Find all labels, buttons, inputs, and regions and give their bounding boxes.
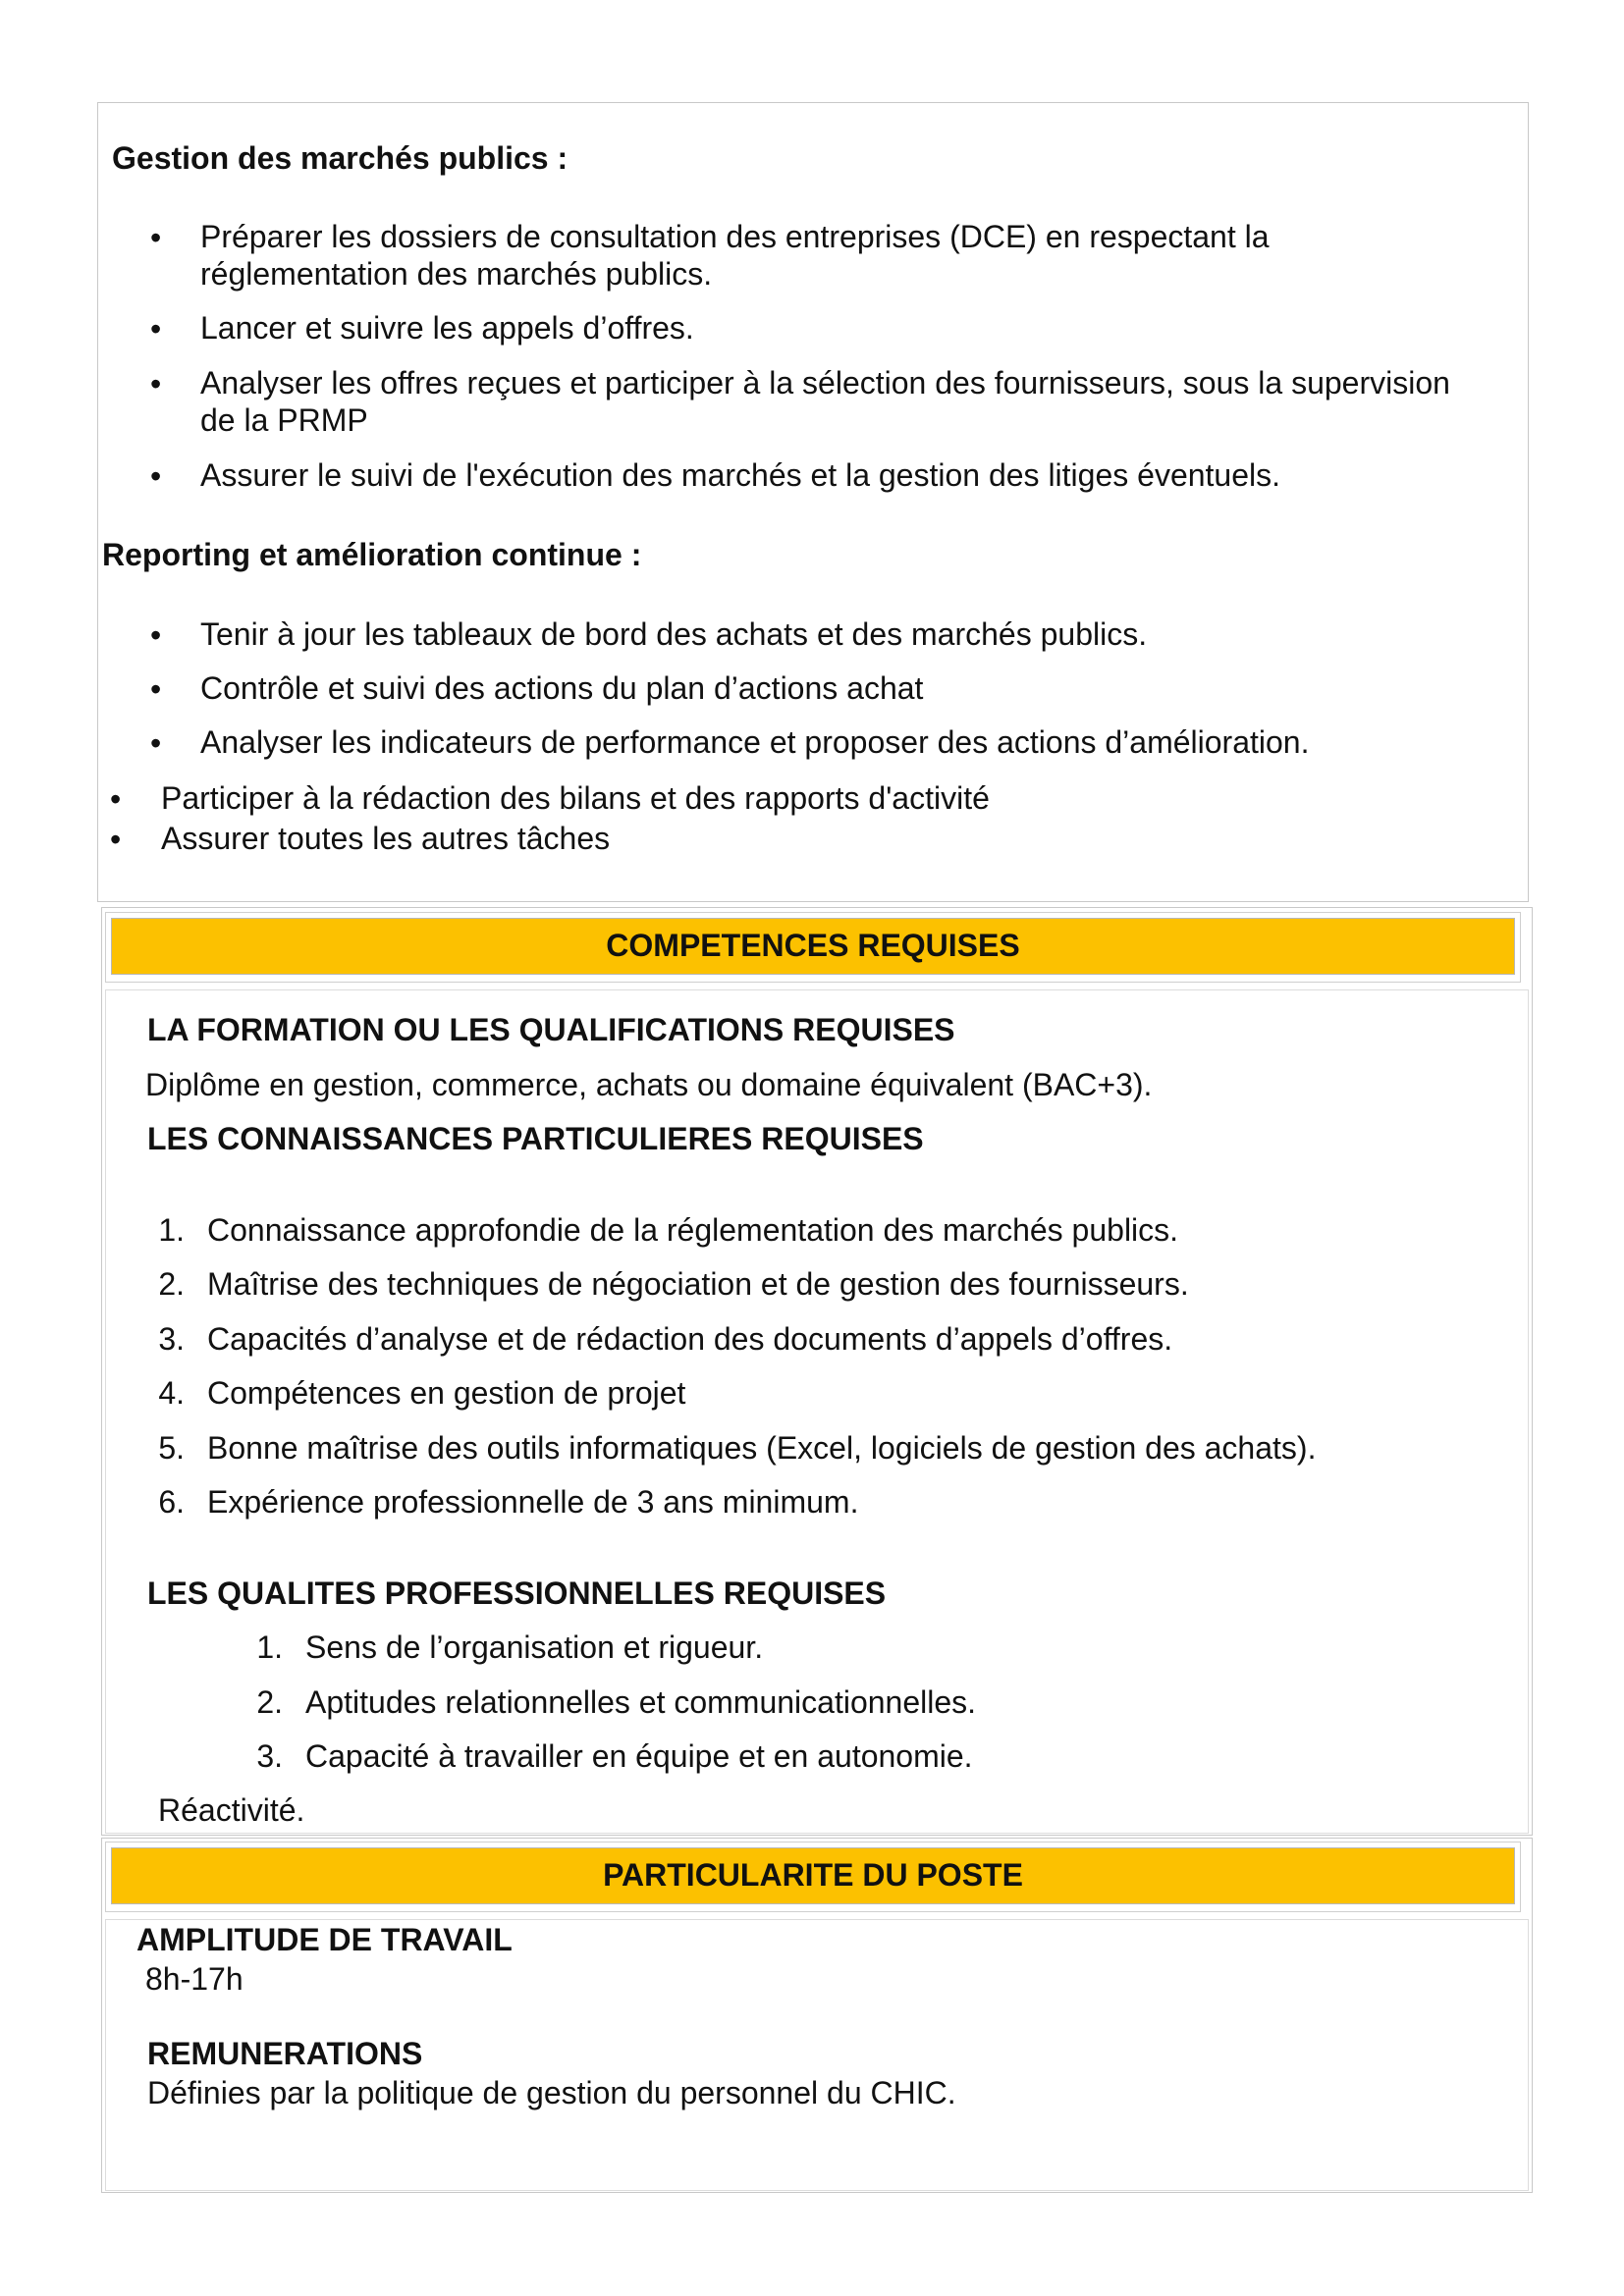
list-number: 3.	[256, 1738, 283, 1774]
list-item: Capacités d’analyse et de rédaction des documents d’appels d’offres.	[207, 1321, 1173, 1357]
list-number: 2.	[158, 1266, 185, 1302]
list-item-continuation: de la PRMP	[200, 402, 368, 438]
qualites-heading: LES QUALITES PROFESSIONNELLES REQUISES	[147, 1575, 887, 1611]
list-item: Bonne maîtrise des outils informatiques (Excel, logiciels de gestion des achats).	[207, 1430, 1317, 1466]
competences-band: COMPETENCES REQUISES	[111, 918, 1515, 975]
list-item: Assurer le suivi de l'exécution des marchés et la gestion des litiges éventuels.	[200, 457, 1281, 493]
list-item: Connaissance approfondie de la réglementation des marchés publics.	[207, 1212, 1179, 1248]
bullet-icon: •	[150, 725, 162, 761]
bullet-icon: •	[110, 781, 122, 817]
reactivite-text: Réactivité.	[158, 1792, 305, 1828]
connaissances-heading: LES CONNAISSANCES PARTICULIERES REQUISES	[147, 1121, 924, 1156]
list-item: Lancer et suivre les appels d’offres.	[200, 310, 694, 346]
bullet-icon: •	[150, 458, 162, 494]
list-number: 5.	[158, 1430, 185, 1466]
list-item: Analyser les offres reçues et participer à la sélection des fournisseurs, sous la supervision	[200, 365, 1450, 400]
formation-text: Diplôme en gestion, commerce, achats ou domaine équivalent (BAC+3).	[145, 1067, 1153, 1102]
list-item: Aptitudes relationnelles et communicationnelles.	[305, 1684, 977, 1720]
remunerations-heading: REMUNERATIONS	[147, 2036, 423, 2071]
bullet-icon: •	[110, 822, 122, 857]
list-item: Capacité à travailler en équipe et en autonomie.	[305, 1738, 973, 1774]
list-item: Assurer toutes les autres tâches	[161, 821, 611, 856]
list-item: Sens de l’organisation et rigueur.	[305, 1629, 764, 1665]
list-item: Compétences en gestion de projet	[207, 1375, 686, 1411]
list-number: 4.	[158, 1375, 185, 1411]
list-item: Contrôle et suivi des actions du plan d’actions achat	[200, 670, 924, 706]
bullet-icon: •	[150, 220, 162, 255]
bullet-icon: •	[150, 617, 162, 653]
list-item: Tenir à jour les tableaux de bord des achats et des marchés publics.	[200, 616, 1148, 652]
bullet-icon: •	[150, 671, 162, 707]
amplitude-value: 8h-17h	[145, 1961, 244, 1997]
list-number: 3.	[158, 1321, 185, 1357]
list-item: Analyser les indicateurs de performance et proposer des actions d’amélioration.	[200, 724, 1310, 760]
list-item: Préparer les dossiers de consultation des entreprises (DCE) en respectant la	[200, 219, 1270, 254]
list-item: Expérience professionnelle de 3 ans minimum.	[207, 1484, 859, 1520]
heading-gestion-marches: Gestion des marchés publics :	[112, 140, 568, 176]
list-number: 1.	[256, 1629, 283, 1665]
heading-reporting: Reporting et amélioration continue :	[102, 537, 642, 572]
list-number: 2.	[256, 1684, 283, 1720]
list-item: Participer à la rédaction des bilans et des rapports d'activité	[161, 780, 990, 816]
list-item: Maîtrise des techniques de négociation et de gestion des fournisseurs.	[207, 1266, 1189, 1302]
list-number: 1.	[158, 1212, 185, 1248]
bullet-icon: •	[150, 311, 162, 347]
bullet-icon: •	[150, 366, 162, 401]
formation-heading: LA FORMATION OU LES QUALIFICATIONS REQUISES	[147, 1012, 955, 1047]
list-number: 6.	[158, 1484, 185, 1520]
list-item-continuation: réglementation des marchés publics.	[200, 256, 713, 292]
remunerations-value: Définies par la politique de gestion du personnel du CHIC.	[147, 2075, 956, 2110]
amplitude-heading: AMPLITUDE DE TRAVAIL	[136, 1922, 513, 1957]
particularite-band: PARTICULARITE DU POSTE	[111, 1847, 1515, 1904]
